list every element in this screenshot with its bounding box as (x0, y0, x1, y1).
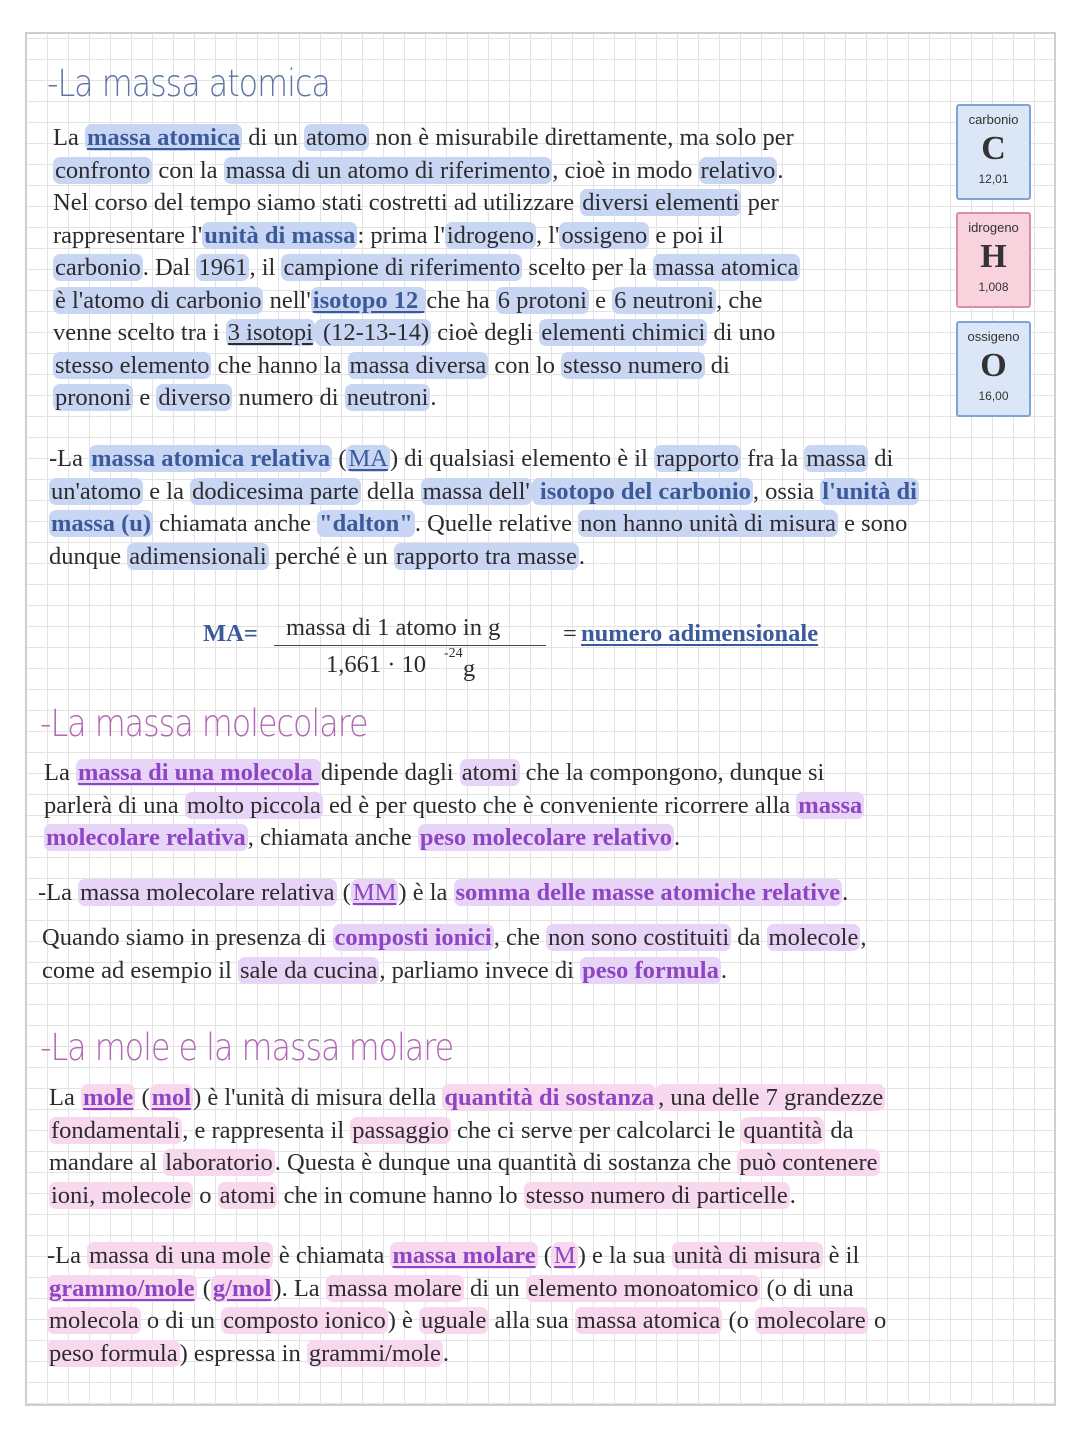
text-line: un'atomo e la dodicesima parte della massa dell' isotopo del carbonio, ossia l'unità di (51, 477, 917, 505)
tile-idrogeno (956, 212, 1031, 308)
paragraph-massa-molecolare (44, 757, 864, 855)
text-line: è l'atomo di carbonio nell'isotopo 12 che ha 6 protoni e 6 neutroni, che (55, 286, 763, 314)
paragraph-massa-atomica-relativa (49, 443, 919, 573)
paragraph-composti-ionici (42, 922, 866, 987)
heading-mole: -La mole e la massa molare (40, 1026, 454, 1069)
text-line: grammo/mole (g/mol). La massa molare di un elemento monoatomico (o di una (49, 1274, 854, 1302)
tile-name: idrogeno (968, 220, 1019, 235)
text-line: -La massa di una mole è chiamata massa molare (M) e la sua unità di misura è il (47, 1242, 860, 1269)
paragraph-mm (38, 877, 848, 910)
text-line: peso formula) espressa in grammi/mole. (49, 1339, 449, 1367)
text-line: carbonio. Dal 1961, il campione di riferimento scelto per la massa atomica (55, 254, 799, 281)
tile-name: ossigeno (967, 329, 1020, 344)
text-line: massa (u) chiamata anche "dalton". Quelle relative non hanno unità di misura e sono (51, 510, 908, 537)
text-line: molecolare relativa, chiamata anche peso molecolare relativo. (46, 824, 681, 851)
text-line: Nel corso del tempo siamo stati costretti ad utilizzare diversi elementi per (53, 189, 779, 216)
formula-lhs: MA= (203, 620, 258, 647)
tile-carbonio (956, 104, 1031, 200)
tile-mass: 12,01 (978, 172, 1009, 186)
fraction-bar (274, 645, 546, 646)
formula-exponent: -24 (444, 646, 463, 661)
tile-symbol: C (981, 130, 1006, 167)
formula-equals: = (563, 620, 577, 647)
text-line: parlerà di una molto piccola ed è per questo che è conveniente ricorrere alla massa (44, 791, 863, 819)
formula-numerator: massa di 1 atomo in g (286, 614, 501, 641)
text-line: stesso elemento che hanno la massa diversa con lo stesso numero di (55, 351, 730, 379)
text-line: Quando siamo in presenza di composti ionici, che non sono costituiti da molecole, (42, 924, 867, 951)
tile-symbol: H (980, 238, 1007, 275)
formula-denominator: 1,661 · 10 (326, 651, 427, 678)
tile-symbol: O (980, 347, 1007, 384)
formula-unit: g (463, 655, 476, 682)
text-line: La mole (mol) è l'unità di misura della quantità di sostanza , una delle 7 grandezze (49, 1084, 884, 1111)
text-line: come ad esempio il sale da cucina, parliamo invece di peso formula. (42, 956, 727, 984)
text-line: ioni, molecole o atomi che in comune hanno lo stesso numero di particelle. (51, 1181, 796, 1209)
text-line: mandare al laboratorio. Questa è dunque una quantità di sostanza che può contenere (49, 1149, 878, 1176)
heading-massa-molecolare: -La massa molecolare (40, 702, 368, 745)
paragraph-mole (49, 1082, 885, 1212)
tile-mass: 16,00 (978, 389, 1009, 403)
text-line: prononi e diverso numero di neutroni. (55, 384, 437, 411)
text-line: -La massa atomica relativa (MA) di qualsiasi elemento è il rapporto fra la massa di (49, 445, 894, 472)
tile-mass: 1,008 (978, 280, 1009, 294)
tile-ossigeno (956, 321, 1031, 417)
text-line: molecola o di un composto ionico) è uguale alla sua massa atomica (o molecolare o (49, 1307, 887, 1334)
text-line: fondamentali, e rappresenta il passaggio che ci serve per calcolarci le quantità da (51, 1116, 854, 1144)
paragraph-massa-atomica (53, 122, 800, 415)
heading-massa-atomica: -La massa atomica (47, 62, 330, 105)
formula-result: numero adimensionale (581, 620, 819, 647)
text-line: La massa di una molecola dipende dagli atomi che la compongono, dunque si (44, 759, 825, 786)
paragraph-massa-molare (47, 1240, 886, 1370)
text-line: venne scelto tra i 3 isotopi (12-13-14) cioè degli elementi chimici di uno (53, 319, 776, 346)
text-line: -La massa molecolare relativa (MM) è la somma delle masse atomiche relative. (38, 879, 849, 906)
text-line: confronto con la massa di un atomo di riferimento, cioè in modo relativo. (55, 156, 784, 184)
text-line: dunque adimensionali perché è un rapporto tra masse. (49, 542, 585, 570)
text-line: rappresentare l'unità di massa: prima l'idrogeno, l'ossigeno e poi il (53, 221, 724, 249)
text-line: La massa atomica di un atomo non è misurabile direttamente, ma solo per (53, 124, 794, 151)
tile-name: carbonio (968, 112, 1019, 127)
